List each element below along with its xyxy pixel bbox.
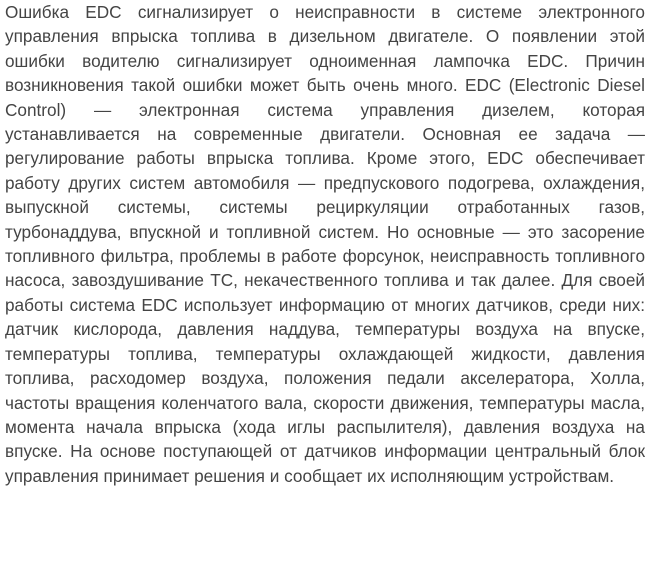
- article-paragraph: Ошибка EDC сигнализирует о неисправности в системе электронного управления впрыска топлива в дизельном двигателе. О появлении этой ошибки водителю сигнализирует одноименная лампочка EDC. Причин возникновения такой ошибки может быть очень много. EDC (Electronic Diesel Control) — электронная система управления дизелем, которая устанавливается на современные двигатели. Основная ее задача — регулирование работы впрыска топлива. Кроме этого, EDC обеспечивает работу других систем автомобиля — предпускового подогрева, охлаждения, выпускной системы, системы рециркуляции отработанных газов, турбонаддува, впускной и топливной систем. Но основные — это засорение топливного фильтра, проблемы в работе форсунок, неисправность топливного насоса, завоздушивание ТС, некачественного топлива и так далее. Для своей работы система EDC использует информацию от многих датчиков, среди них: датчик кислорода, давления наддува, температуры воздуха на впуске, температуры топлива, температуры охлаждающей жидкости, давления топлива, расходомер воздуха, положения педали акселератора, Холла, частоты вращения коленчатого вала, скорости движения, температуры масла, момента начала впрыска (хода иглы распылителя), давления воздуха на впуске. На основе поступающей от датчиков информации центральный блок управления принимает решения и сообщает их исполняющим устройствам.: [5, 2, 645, 486]
